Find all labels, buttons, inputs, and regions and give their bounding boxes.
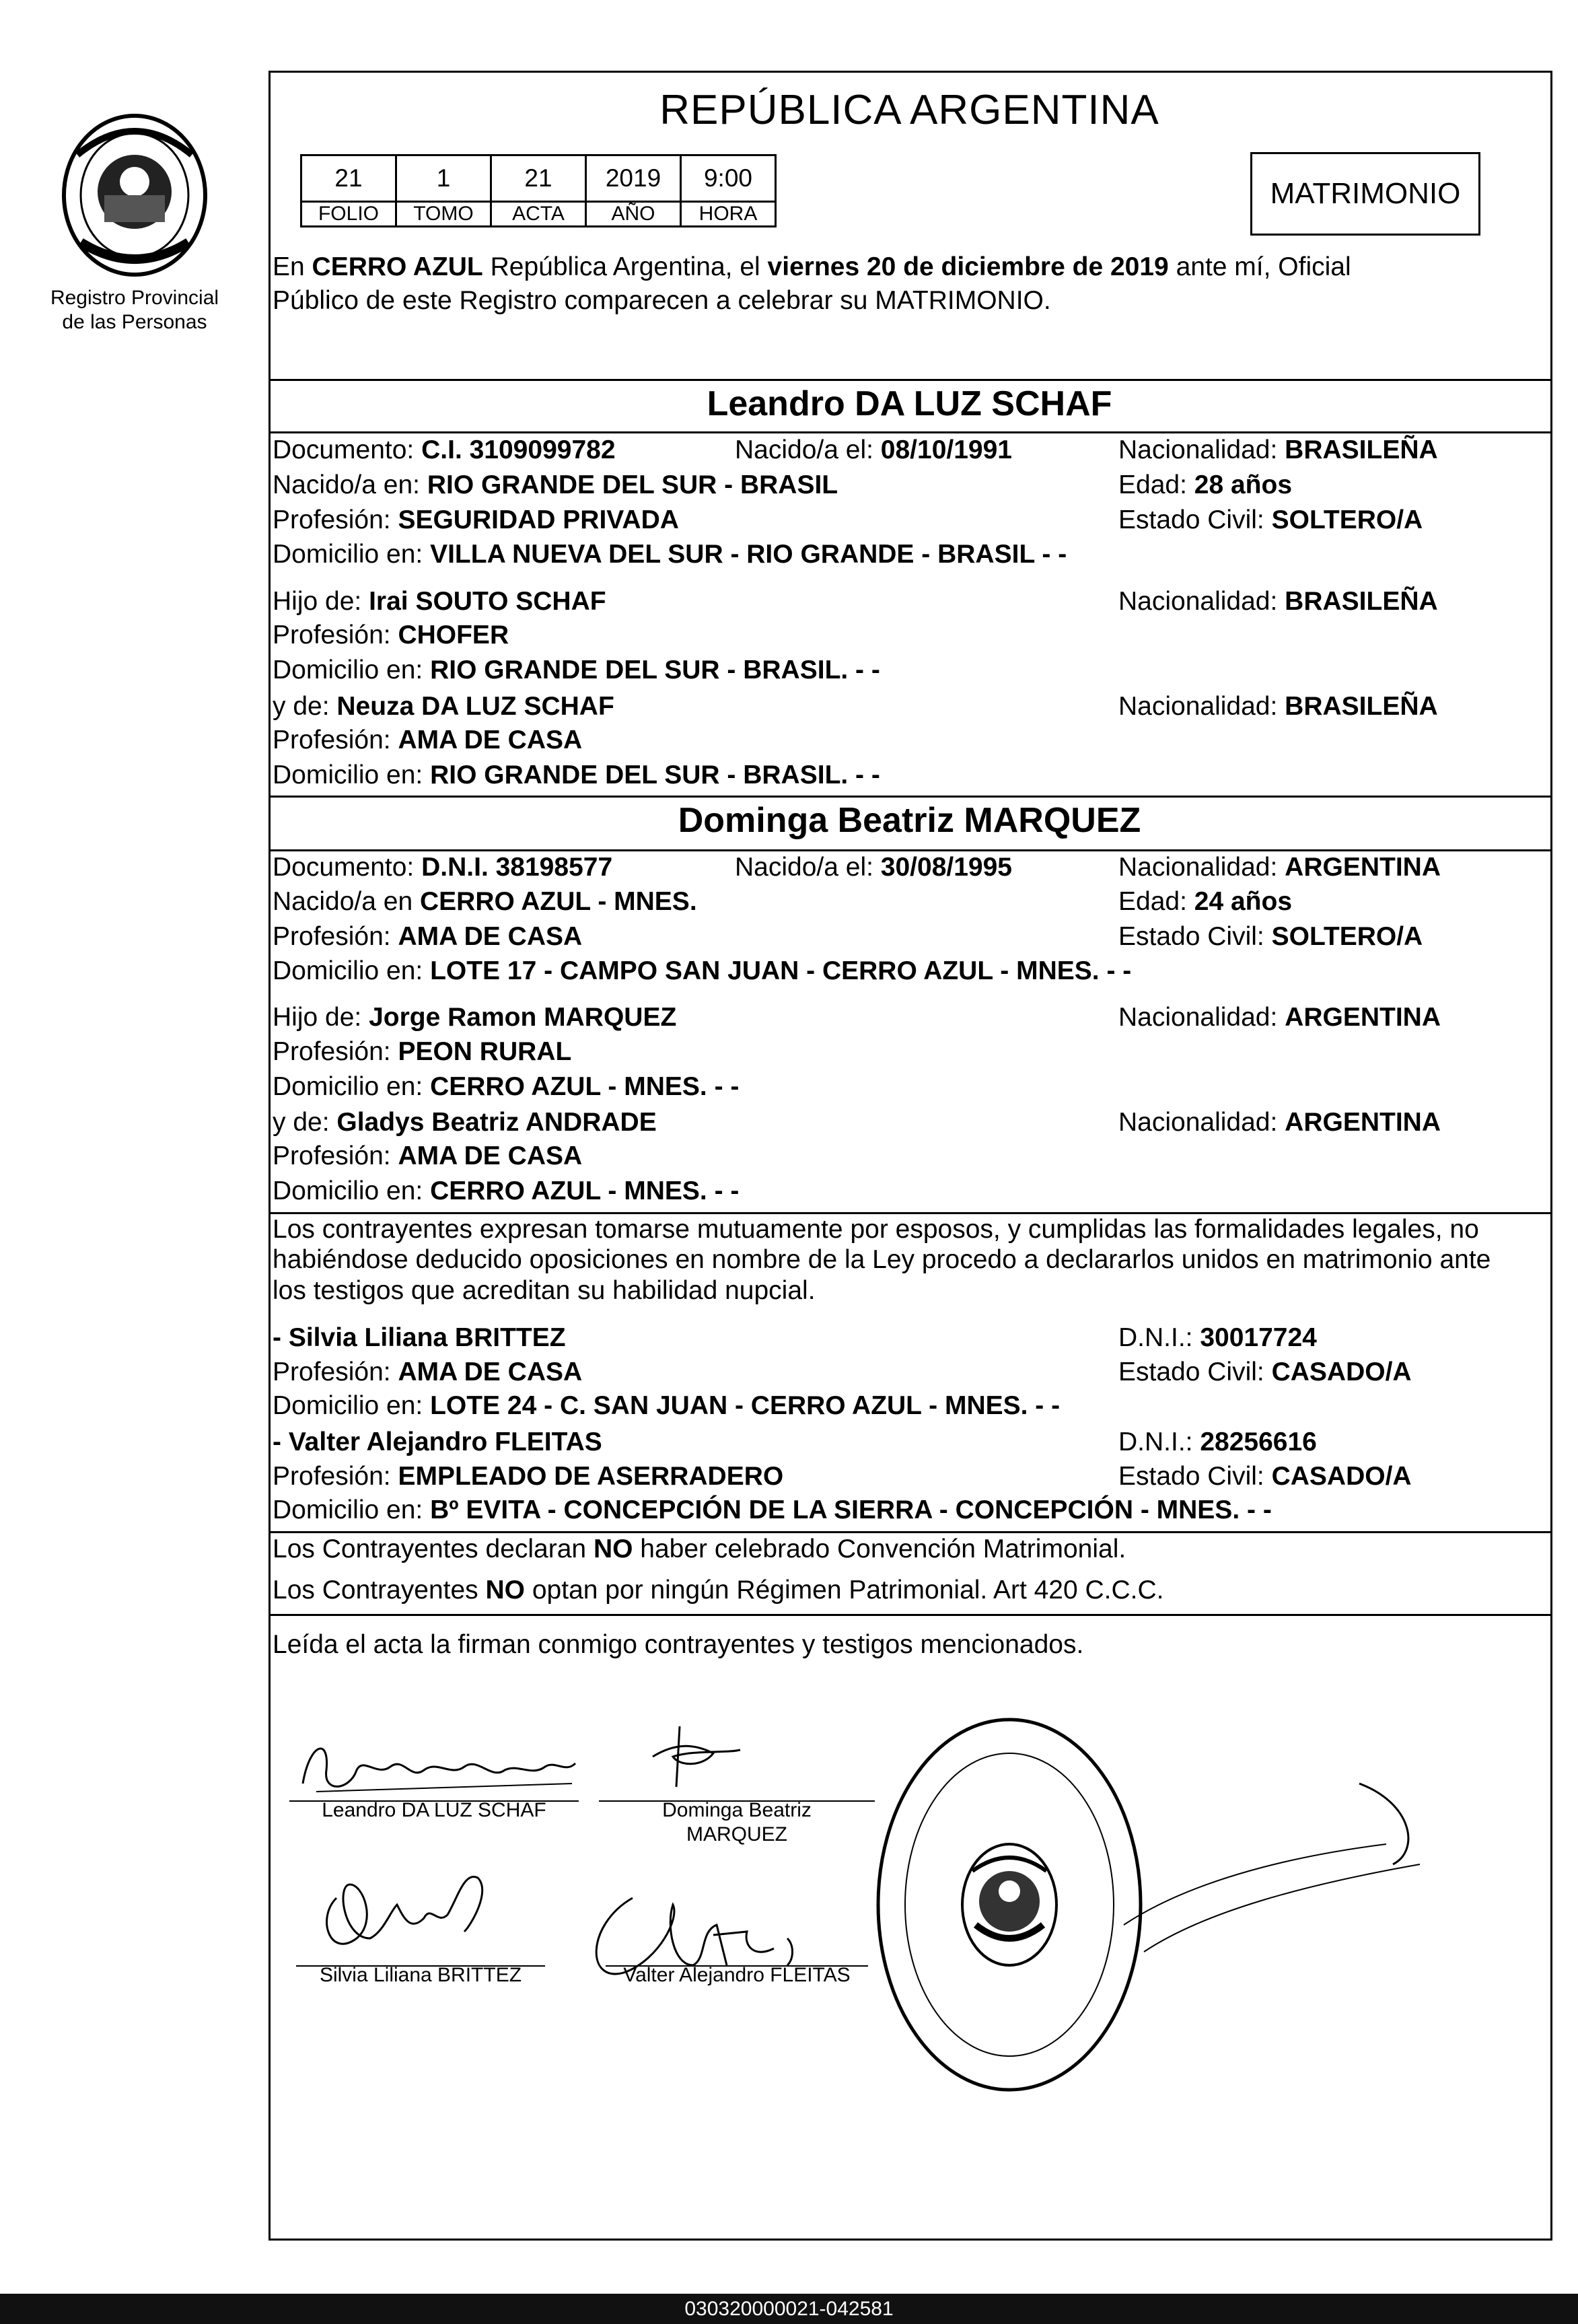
- spouse2-father: Hijo de: Jorge Ramon MARQUEZ: [273, 1003, 677, 1032]
- witness2-dni: D.N.I.: 28256616: [1118, 1428, 1317, 1456]
- spouse2-document: Documento: D.N.I. 38198577: [273, 853, 613, 882]
- spouse1-name: Leandro DA LUZ SCHAF: [707, 384, 1112, 423]
- spouse2-mother-nationality: Nacionalidad: ARGENTINA: [1118, 1108, 1441, 1137]
- spouse1-civil-status: Estado Civil: SOLTERO/A: [1118, 505, 1423, 534]
- divider: [268, 1614, 1550, 1616]
- divider: [268, 431, 1550, 433]
- tomo-label: TOMO: [396, 202, 491, 227]
- province-seal-icon: [40, 108, 229, 283]
- spouse1-mother-address: Domicilio en: RIO GRANDE DEL SUR - BRASIL. - -: [273, 761, 880, 789]
- spouse1-mother: y de: Neuza DA LUZ SCHAF: [273, 692, 614, 721]
- signature-label-leandro: Leandro DA LUZ SCHAF: [322, 1799, 546, 1821]
- spouse2-age: Edad: 24 años: [1118, 887, 1293, 916]
- spouse2-father-nationality: Nacionalidad: ARGENTINA: [1118, 1003, 1441, 1032]
- delegate-stamp: [1104, 1763, 1454, 1965]
- anio-label: AÑO: [586, 202, 681, 227]
- convention-line1: Los Contrayentes declaran NO haber celebrado Convención Matrimonial.: [273, 1535, 1126, 1563]
- spouse1-father-profession: Profesión: CHOFER: [273, 621, 509, 649]
- spouse2-birthplace: Nacido/a en CERRO AZUL - MNES.: [273, 887, 697, 916]
- spouse1-document: Documento: C.I. 3109099782: [273, 435, 616, 464]
- spouse1-profession: Profesión: SEGURIDAD PRIVADA: [273, 505, 679, 534]
- spouse2-father-profession: Profesión: PEON RURAL: [273, 1037, 572, 1066]
- spouse2-civil-status: Estado Civil: SOLTERO/A: [1118, 922, 1423, 951]
- witness2-civil-status: Estado Civil: CASADO/A: [1118, 1462, 1412, 1491]
- divider: [268, 796, 1550, 798]
- spouse2-name: Dominga Beatriz MARQUEZ: [678, 801, 1141, 840]
- spouse1-father-nationality: Nacionalidad: BRASILEÑA: [1118, 587, 1438, 616]
- signature-label-silvia: Silvia Liliana BRITTEZ: [319, 1964, 522, 1986]
- spouse1-nationality: Nacionalidad: BRASILEÑA: [1118, 435, 1438, 464]
- acta-label: ACTA: [491, 202, 586, 227]
- signature-silvia: [310, 1858, 525, 1972]
- divider: [268, 849, 1550, 851]
- spouse1-father: Hijo de: Irai SOUTO SCHAF: [273, 587, 606, 616]
- folio-value: 21: [301, 155, 396, 202]
- spouse1-birthplace: Nacido/a en: RIO GRANDE DEL SUR - BRASIL: [273, 470, 838, 499]
- spouse2-profession: Profesión: AMA DE CASA: [273, 922, 583, 951]
- witness1-civil-status: Estado Civil: CASADO/A: [1118, 1358, 1412, 1386]
- anio-value: 2019: [586, 155, 681, 202]
- witness1-dni: D.N.I.: 30017724: [1118, 1323, 1317, 1352]
- record-reference-table: [300, 154, 777, 227]
- spouse2-address: Domicilio en: LOTE 17 - CAMPO SAN JUAN - CERRO AZUL - MNES. - -: [273, 956, 1132, 985]
- divider: [268, 379, 1550, 381]
- divider: [268, 1531, 1550, 1533]
- hora-label: HORA: [681, 202, 776, 227]
- signature-label-valter: Valter Alejandro FLEITAS: [623, 1964, 851, 1986]
- document-code: 030320000021-042581: [0, 2294, 1578, 2324]
- witness1-address: Domicilio en: LOTE 24 - C. SAN JUAN - CERRO AZUL - MNES. - -: [273, 1391, 1061, 1420]
- witness2-name: - Valter Alejandro FLEITAS: [273, 1428, 602, 1456]
- spouse1-address: Domicilio en: VILLA NUEVA DEL SUR - RIO GRANDE - BRASIL - -: [273, 540, 1067, 569]
- registry-logo: [40, 108, 229, 283]
- convention-line2: Los Contrayentes NO optan por ningún Régimen Patrimonial. Art 420 C.C.C.: [273, 1576, 1164, 1605]
- spouse2-mother: y de: Gladys Beatriz ANDRADE: [273, 1108, 657, 1137]
- spouse2-father-address: Domicilio en: CERRO AZUL - MNES. - -: [273, 1072, 740, 1101]
- registry-caption-line1: Registro Provincial: [50, 287, 219, 309]
- spouse2-mother-address: Domicilio en: CERRO AZUL - MNES. - -: [273, 1176, 740, 1205]
- spouse1-mother-nationality: Nacionalidad: BRASILEÑA: [1118, 692, 1438, 721]
- spouse1-age: Edad: 28 años: [1118, 470, 1293, 499]
- spouse2-birthdate: Nacido/a el: 30/08/1995: [735, 853, 1012, 882]
- spouse2-mother-profession: Profesión: AMA DE CASA: [273, 1141, 583, 1170]
- spouse2-nationality: Nacionalidad: ARGENTINA: [1118, 853, 1441, 882]
- intro-line1: En CERRO AZUL República Argentina, el viernes 20 de diciembre de 2019 ante mí, Oficial: [273, 252, 1351, 281]
- spouse1-mother-profession: Profesión: AMA DE CASA: [273, 726, 583, 754]
- declaration-line3: los testigos que acreditan su habilidad nupcial.: [273, 1276, 816, 1305]
- spouse1-father-address: Domicilio en: RIO GRANDE DEL SUR - BRASIL. - -: [273, 656, 880, 684]
- intro-line2: Público de este Registro comparecen a celebrar su MATRIMONIO.: [273, 286, 1051, 315]
- registry-caption-line2: de las Personas: [62, 311, 207, 333]
- hora-value: 9:00: [681, 155, 776, 202]
- signature-dominga: [639, 1720, 747, 1794]
- witness1-profession: Profesión: AMA DE CASA: [273, 1358, 583, 1386]
- divider: [268, 1212, 1550, 1214]
- signature-label-dominga-2: MARQUEZ: [686, 1823, 787, 1845]
- document-title: REPÚBLICA ARGENTINA: [659, 87, 1159, 133]
- declaration-line2: habiéndose deducido oposiciones en nombre de la Ley procedo a declararlos unidos en matrimonio ante: [273, 1245, 1491, 1274]
- witness1-name: - Silvia Liliana BRITTEZ: [273, 1323, 566, 1352]
- witness2-profession: Profesión: EMPLEADO DE ASERRADERO: [273, 1462, 784, 1491]
- declaration-line1: Los contrayentes expresan tomarse mutuamente por esposos, y cumplidas las formalidades legales, no: [273, 1215, 1479, 1244]
- tomo-value: 1: [396, 155, 491, 202]
- witness2-address: Domicilio en: Bº EVITA - CONCEPCIÓN DE LA SIERRA - CONCEPCIÓN - MNES. - -: [273, 1495, 1272, 1524]
- signature-leandro: [289, 1730, 585, 1804]
- spouse1-birthdate: Nacido/a el: 08/10/1991: [735, 435, 1012, 464]
- record-type-box: MATRIMONIO: [1250, 152, 1480, 236]
- acta-value: 21: [491, 155, 586, 202]
- signature-label-dominga-1: Dominga Beatriz: [662, 1799, 812, 1821]
- folio-label: FOLIO: [301, 202, 396, 227]
- closing-statement: Leída el acta la firman conmigo contrayentes y testigos mencionados.: [273, 1630, 1084, 1659]
